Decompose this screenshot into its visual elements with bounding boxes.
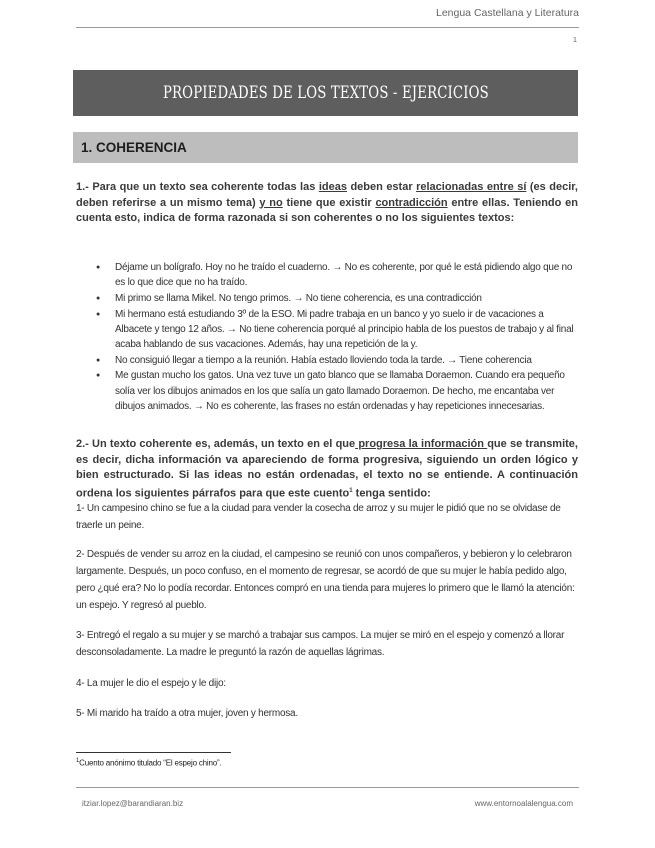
exercise-2-prompt (76, 437, 578, 502)
q1-underline-contradiccion: contradicción (375, 196, 448, 209)
q2-text-c: tenga sentido: (352, 487, 431, 500)
q1-underline-relacionadas: relacionadas entre sí (416, 181, 527, 193)
section-heading: 1. COHERENCIA (81, 140, 187, 155)
footer-email: itziar.lopez@barandiaran.biz (82, 799, 184, 808)
q1-underline-ideas: ideas (318, 181, 347, 193)
list-item: ● Me gustan mucho los gatos. Una vez tuve un gato blanco que se llamaba Doraemon. Cuando era pequeño solía ver los dibujos animados en los que salía un gato llamado Doraemon. De hecho, me encantaba ver dibujos animados. → No es coherente, las frases no están ordenadas y hay repeticiones innecesarias. (96, 368, 580, 414)
story-paragraph-1: 1- Un campesino chino se fue a la ciudad para vender la cosecha de arroz y su mujer le pidió que no se olvidase de traerle un peine. (76, 503, 561, 531)
story-paragraph-2: 2- Después de vender su arroz en la ciudad, el campesino se reunió con unos compañeros, y bebieron y lo celebraron largamente. Después, un poco confuso, en el momento de regresar, se acordó de que su mujer le había pedido algo, pero ¿qué era? No lo podía recordar. Entonces compró en una tienda para mujeres lo primero que le llamó la atención: un espejo. Y regresó al pueblo. (76, 549, 575, 611)
q1-underline-yno: y no (259, 196, 283, 209)
footer-divider (76, 787, 579, 788)
q1-text-e: entre ellas. Teniendo en cuenta esto, indica de forma razonada si son coherentes o no los siguientes textos: (76, 196, 578, 224)
list-item: ● Mi primo se llama Mikel. No tengo primos. → No tiene coherencia, es una contradicción (96, 291, 580, 306)
list-item: ● Déjame un bolígrafo. Hoy no he traído el cuaderno. → No es coherente, por qué le está pidiendo algo que no es lo que dice que no ha traído. (96, 260, 580, 290)
exercise-1-prompt (76, 180, 578, 227)
section-banner (73, 132, 578, 163)
q1-text-c: (es decir, deben referirse a un mismo tema) (76, 181, 578, 209)
header-subject: Lengua Castellana y Literatura (435, 7, 579, 19)
footnote (76, 758, 222, 768)
q2-text-a: 2.- Un texto coherente es, además, un texto en el que (76, 438, 356, 450)
footnote-divider (76, 752, 231, 753)
header-divider (76, 27, 579, 28)
story-paragraph-5: 5- Mi marido ha traído a otra mujer, joven y hermosa. (76, 708, 298, 719)
footnote-mark: 1 (76, 758, 80, 764)
q1-text-a: 1.- Para que un texto sea coherente todas las (76, 181, 319, 193)
q1-text-d: tiene que existir (282, 196, 376, 209)
q2-underline-progresa: progresa la información (355, 438, 488, 450)
coherence-examples-list (96, 260, 580, 415)
q1-text-b: deben estar (346, 181, 417, 193)
footer-website: www.entornoalalengua.com (474, 799, 573, 808)
q2-text-b: que se transmite, es decir, dicha información va apareciendo de forma progresiva, siguiendo un orden lógico y bien estructurado. Si las ideas no están ordenadas, el texto no se entiende. A continuación ordena los siguientes párrafos para que este cuento (76, 438, 578, 500)
page-title: PROPIEDADES DE LOS TEXTOS - EJERCICIOS (162, 83, 489, 103)
footnote-text: Cuento anónimo titulado “El espejo chino”. (79, 758, 222, 768)
story-paragraph-3: 3- Entregó el regalo a su mujer y se marchó a trabajar sus campos. La mujer se miró en el espejo y comenzó a llorar desconsoladamente. La madre le preguntó la razón de aquellas lágrimas. (76, 630, 565, 658)
footnote-ref: 1 (349, 487, 353, 494)
list-item: ● No consiguió llegar a tiempo a la reunión. Había estado lloviendo toda la tarde. → Tiene coherencia (96, 353, 580, 368)
story-paragraph-4: 4- La mujer le dio el espejo y le dijo: (76, 678, 226, 689)
list-item: ● Mi hermano está estudiando 3º de la ESO. Mi padre trabaja en un banco y yo suelo ir de vacaciones a Albacete y tengo 12 años. → No tiene coherencia porqué al principio habla de los puestos de trabajo y al final acaba hablando de sus vacaciones. Además, hay una repetición de la y. (96, 307, 580, 353)
title-banner (73, 70, 578, 116)
page-number: 1 (572, 35, 577, 44)
